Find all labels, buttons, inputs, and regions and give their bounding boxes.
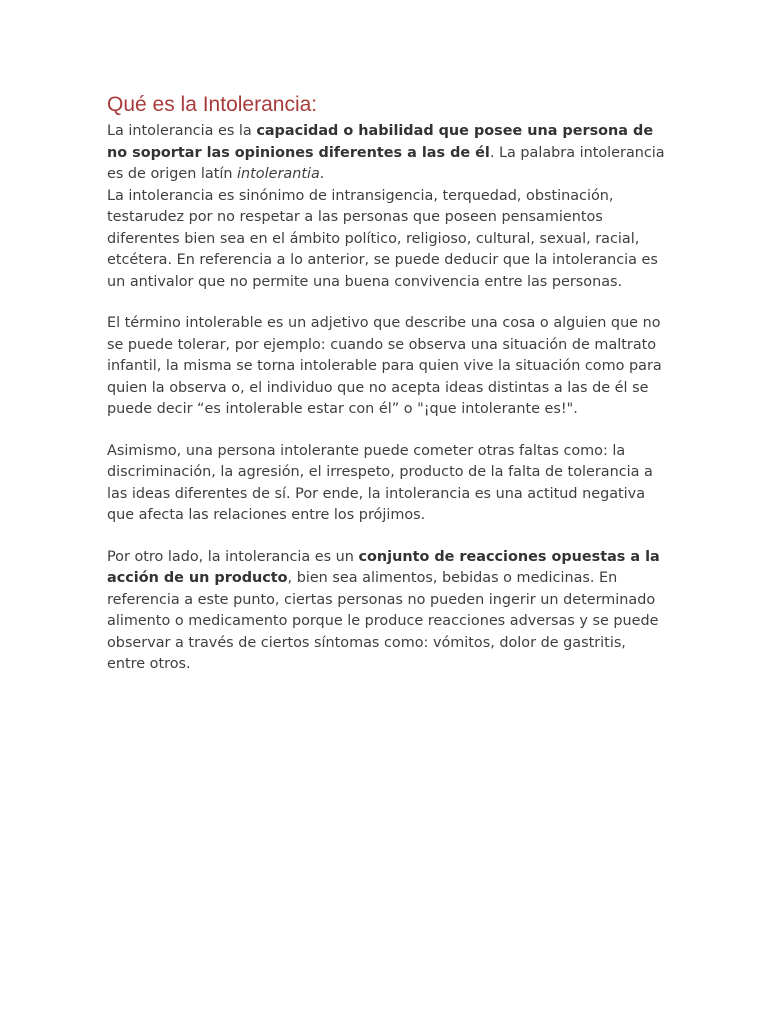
paragraph-intolerable: El término intolerable es un adjetivo que describe una cosa o alguien que no se puede tolerar, por ejemplo: cuando se observa una situación de maltrato infantil, la misma se torna intolerable para quien vive la situación como para quien la observa o, el individuo que no acepta ideas distintas a las de él se puede decir “es intolerable estar con él” o "¡que intolerante es!".	[107, 315, 662, 417]
paragraph-definition-end: .	[319, 166, 325, 182]
paragraph-definition	[107, 121, 667, 186]
paragraph-reactions	[107, 547, 667, 676]
paragraph-faults: Asimismo, una persona intolerante puede cometer otras faltas como: la discriminación, la agresión, el irrespeto, producto de la falta de tolerancia a las ideas diferentes de sí. Por ende, la intolerancia es una actitud negativa que afecta las relaciones entre los prójimos.	[107, 442, 653, 523]
paragraph-definition-bold: capacidad o habilidad que posee una persona de no soportar las opiniones diferentes a las de él	[107, 123, 654, 161]
document-page	[107, 92, 667, 676]
document-title: Qué es la Intolerancia:	[107, 93, 318, 116]
paragraph-synonyms: La intolerancia es sinónimo de intransigencia, terquedad, obstinación, testarudez por no respetar a las personas que poseen pensamientos diferentes bien sea en el ámbito político, religioso, cultural, sexual, racial, etcétera. En referencia a lo anterior, se puede deducir que la intolerancia es un antivalor que no permite una buena convivencia entre las personas.	[107, 187, 658, 290]
paragraph-reactions-rest: , bien sea alimentos, bebidas o medicinas. En referencia a este punto, ciertas personas no pueden ingerir un determinado alimento o medicamento porque le produce reacciones adversas y se puede observar a través de ciertos síntomas como: vómitos, dolor de gastritis, entre otros.	[107, 570, 659, 672]
paragraph-definition-intro: La intolerancia es la	[107, 123, 257, 139]
paragraph-reactions-intro: Por otro lado, la intolerancia es un	[107, 548, 359, 565]
paragraph-reactions-bold: conjunto de reacciones opuestas a la acción de un producto	[107, 548, 660, 586]
latin-term: intolerantia	[237, 166, 320, 182]
paragraph-definition-after: . La palabra intolerancia es de origen latín	[107, 144, 665, 182]
